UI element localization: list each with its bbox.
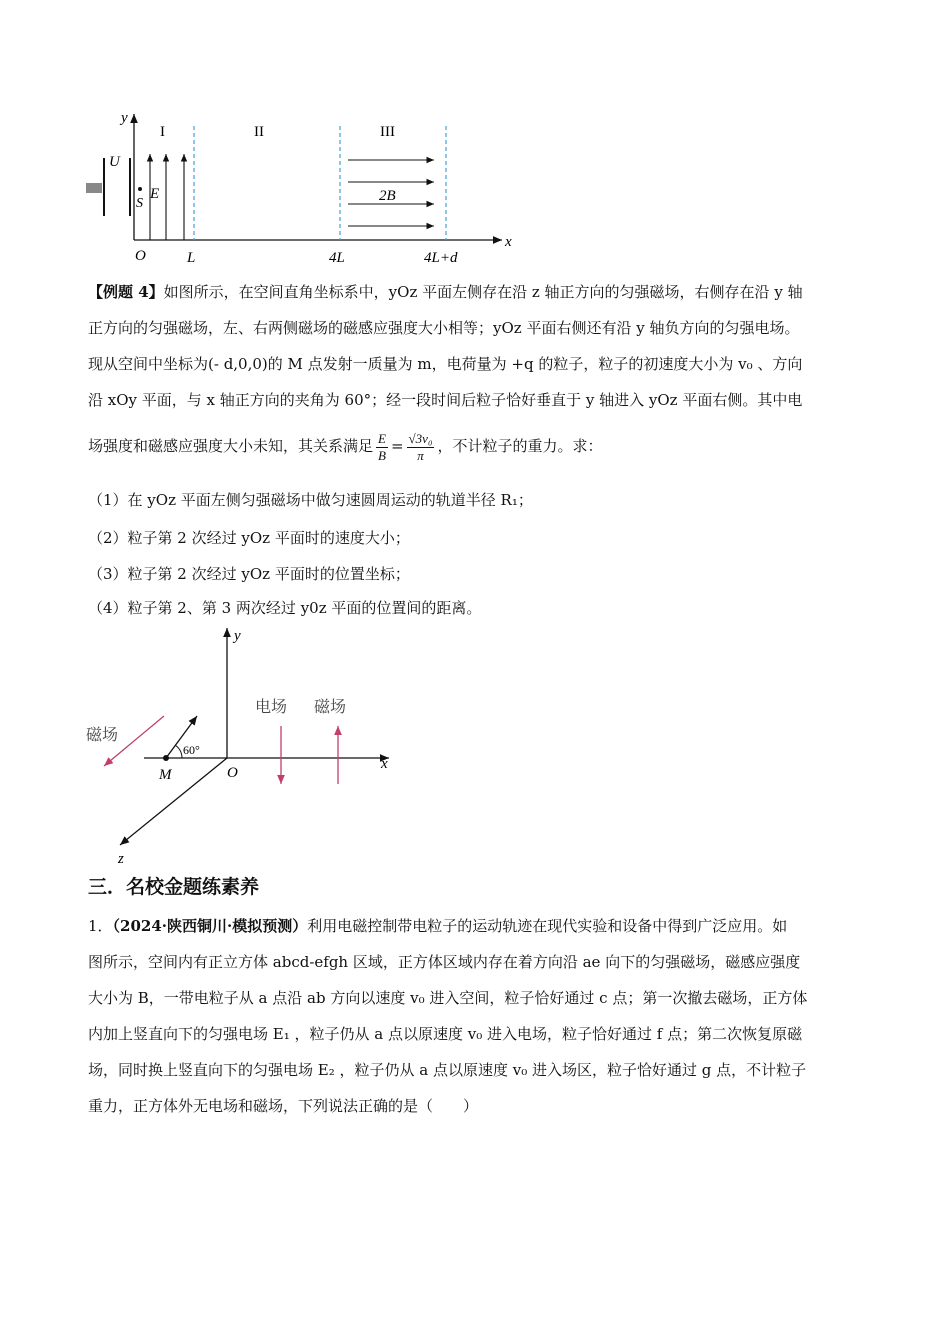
label-s: S — [136, 196, 143, 211]
problem-line-1 — [88, 908, 868, 944]
label-y: y — [234, 628, 241, 644]
question-1: （1）在 yOz 平面左侧匀强磁场中做匀速圆周运动的轨道半径 R₁； — [88, 491, 533, 509]
problem-source: （2024·陕西铜川·模拟预测） — [112, 917, 308, 935]
problem-line-2: 图所示，空间内有正立方体 abcd-efgh 区域，正方体区域内存在着方向沿 ae 向下的匀强磁场，磁感应强度 — [88, 953, 801, 971]
problem-line-5: 场，同时换上竖直向下的匀强电场 E₂ ，粒子仍从 a 点以原速度 v₀ 进入场区，粒子恰好通过 g 点，不计粒子 — [88, 1061, 807, 1079]
example-tag: 【例题 4】 — [88, 283, 164, 301]
label-region-2: II — [254, 124, 264, 140]
label-magnetic-left: 磁场 — [86, 725, 119, 744]
label-x: x — [505, 234, 512, 250]
example-line-3: 现从空间中坐标为(- d,0,0)的 M 点发射一质量为 m，电荷量为 +q 的粒子，粒子的初速度大小为 v₀ 、方向 — [88, 355, 803, 373]
label-tick-l: L — [187, 250, 196, 266]
label-angle: 60° — [183, 743, 200, 757]
label-e: E — [150, 186, 160, 202]
problem-line-4: 内加上竖直向下的匀强电场 E₁ ，粒子仍从 a 点以原速度 v₀ 进入电场，粒子恰好通过 f 点；第二次恢复原磁 — [88, 1025, 803, 1043]
question-4: （4）粒子第 2、第 3 两次经过 y0z 平面的位置间的距离。 — [88, 599, 482, 617]
example-line-4: 沿 xOy 平面，与 x 轴正方向的夹角为 60°；经一段时间后粒子恰好垂直于 y 轴进入 yOz 平面右侧。其中电 — [88, 391, 803, 409]
example-line-5 — [88, 428, 868, 464]
label-region-3: III — [380, 124, 395, 140]
example-line-1 — [88, 274, 868, 310]
fraction-e-over-b — [376, 431, 388, 464]
frac1-numerator: E — [378, 430, 386, 446]
figure-coordinate-diagram — [84, 620, 404, 870]
question-2: （2）粒子第 2 次经过 yOz 平面时的速度大小； — [88, 529, 410, 547]
label-z: z — [118, 851, 124, 867]
example-text-5-pre: 场强度和磁感应强度大小未知，其关系满足 — [88, 437, 374, 455]
z-axis — [120, 758, 227, 845]
example-text-5-post: ，不计粒子的重力。求： — [437, 437, 603, 455]
point-s — [138, 187, 142, 191]
label-origin: O — [135, 248, 146, 264]
particle-source — [86, 183, 102, 193]
section-title: 三．名校金题练素养 — [88, 876, 260, 898]
label-2b: 2B — [379, 188, 396, 204]
frac2-numerator: √3v₀ — [408, 430, 433, 446]
example-text-1: 如图所示，在空间直角坐标系中，yOz 平面左侧存在沿 z 轴正方向的匀强磁场，右侧存在沿 y 轴 — [163, 283, 803, 301]
label-electric: 电场 — [255, 697, 288, 716]
frac1-denominator: B — [378, 447, 386, 463]
label-tick-4ld: 4L+d — [424, 250, 458, 266]
label-tick-4l: 4L — [329, 250, 345, 266]
label-m: M — [159, 767, 172, 783]
label-region-1: I — [160, 124, 165, 140]
figure-regions-diagram — [84, 106, 524, 271]
problem-line-3: 大小为 B，一带电粒子从 a 点沿 ab 方向以速度 v₀ 进入空间，粒子恰好通过 c 点；第一次撤去磁场，正方体 — [88, 989, 808, 1007]
label-origin: O — [227, 765, 238, 781]
problem-number: 1． — [88, 917, 113, 935]
problem-text-1: 利用电磁控制带电粒子的运动轨迹在现代实验和设备中得到广泛应用。如 — [307, 917, 788, 935]
equals-sign: = — [390, 437, 404, 455]
question-3: （3）粒子第 2 次经过 yOz 平面时的位置坐标； — [88, 565, 410, 583]
problem-line-6: 重力，正方体外无电场和磁场，下列说法正确的是（ ） — [88, 1097, 479, 1115]
label-x: x — [381, 756, 388, 772]
example-line-2: 正方向的匀强磁场，左、右两侧磁场的磁感应强度大小相等；yOz 平面右侧还有沿 y 轴负方向的匀强电场。 — [88, 319, 800, 337]
label-u: U — [109, 154, 120, 170]
fraction-root3v0-over-pi — [407, 431, 435, 464]
angle-arc — [175, 745, 182, 758]
label-y: y — [121, 110, 128, 126]
label-magnetic-right: 磁场 — [314, 697, 347, 716]
frac2-denominator: π — [417, 447, 424, 463]
